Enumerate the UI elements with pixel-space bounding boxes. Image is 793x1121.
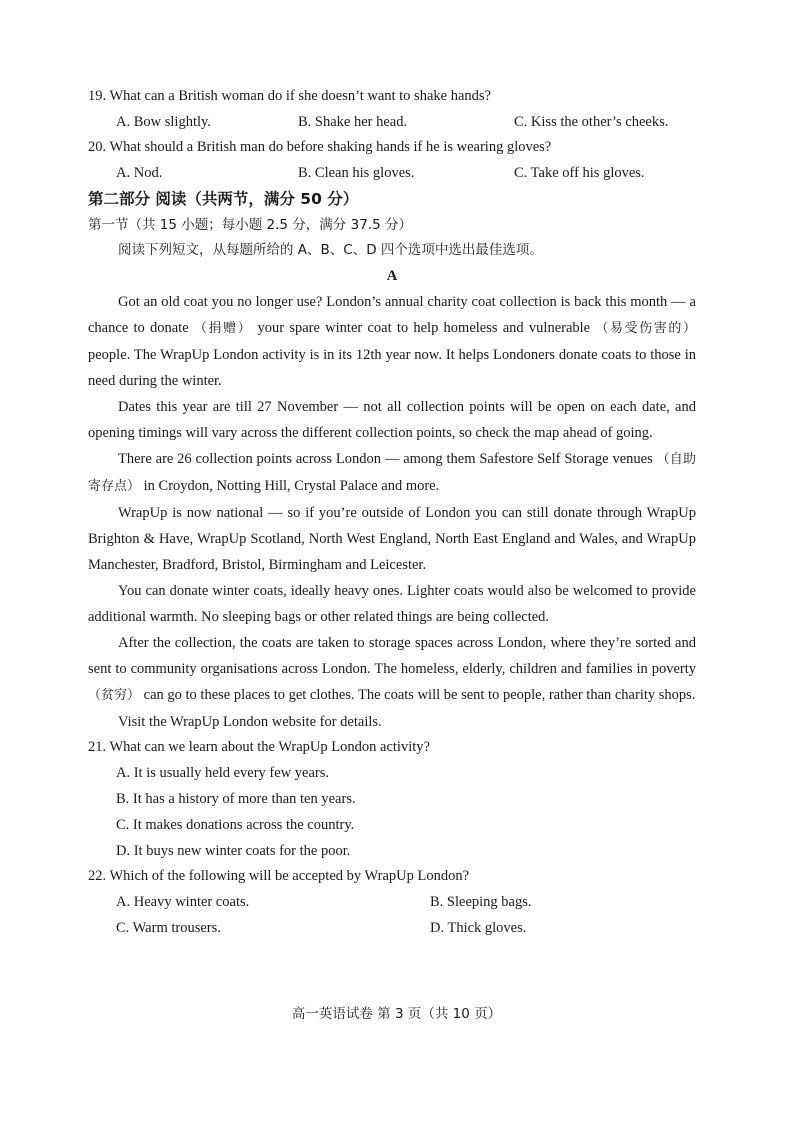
question-21-stem: 21. What can we learn about the WrapUp London activity? xyxy=(88,739,430,755)
gloss-poverty: （贫穷） xyxy=(88,688,141,703)
page-footer: 高一英语试卷 第 3 页（共 10 页） xyxy=(291,1006,502,1022)
q22-option-a: A. Heavy winter coats. xyxy=(116,894,250,910)
q21-option-c: C. It makes donations across the country. xyxy=(116,817,355,833)
gloss-venues: （自助寄存点） xyxy=(88,452,696,494)
q19-option-a: A. Bow slightly. xyxy=(116,114,211,130)
passage-paragraph-5: You can donate winter coats, ideally heavy ones. Lighter coats would also be welcomed to provide additional warmth. No sleeping bags or other related things are being collected. xyxy=(88,583,696,625)
q21-option-d: D. It buys new winter coats for the poor. xyxy=(116,843,351,859)
gloss-donate: （捐赠） xyxy=(193,321,253,336)
question-22-stem: 22. Which of the following will be accepted by WrapUp London? xyxy=(88,868,470,884)
question-22-options-row-1 xyxy=(88,889,696,915)
section-instruction: 阅读下列短文，从每题所给的 A、B、C、D 四个选项中选出最佳选项。 xyxy=(118,242,543,258)
section-title: 第二部分 阅读（共两节，满分 50 分） xyxy=(88,190,359,208)
passage-paragraph-4: WrapUp is now national — so if you’re outside of London you can still donate through WrapUp Brighton & Have, WrapUp Scotland, North West England, North East England and Wales, and WrapUp Manchester, Bradford, Bristol, Birmingham and Leicester. xyxy=(88,505,696,573)
section-subtitle: 第一节（共 15 小题；每小题 2.5 分，满分 37.5 分） xyxy=(88,217,412,233)
q21-option-b: B. It has a history of more than ten years. xyxy=(116,791,356,807)
passage-paragraph-7: Visit the WrapUp London website for details. xyxy=(118,714,382,730)
q20-option-a: A. Nod. xyxy=(116,165,163,181)
passage-paragraph-2: Dates this year are till 27 November — not all collection points will be open on each date, and opening timings will vary across the different collection points, so check the map ahead of going. xyxy=(88,399,696,441)
passage-title: A xyxy=(386,268,398,284)
question-22-options-row-2 xyxy=(88,915,696,941)
question-19-stem: 19. What can a British woman do if she doesn’t want to shake hands? xyxy=(88,88,491,104)
passage-paragraph-3: There are 26 collection points across London — among them Safestore Self Storage venues （自助寄存点） in Croydon, Notting Hill, Crystal Palace and more. xyxy=(88,451,696,494)
q22-option-b: B. Sleeping bags. xyxy=(430,894,532,910)
question-20-options xyxy=(88,160,696,186)
passage-paragraph-1: Got an old coat you no longer use? London’s annual charity coat collection is back this month — a chance to donate （捐赠） your spare winter coat to help homeless and vulnerable （易受伤害的） people. The WrapUp London activity is in its 12th year now. It helps Londoners donate coats to those in need during the winter. xyxy=(88,294,696,389)
q22-option-d: D. Thick gloves. xyxy=(430,920,527,936)
q22-option-c: C. Warm trousers. xyxy=(116,920,221,936)
q20-option-c: C. Take off his gloves. xyxy=(514,165,645,181)
question-19-options xyxy=(88,109,696,135)
q19-option-b: B. Shake her head. xyxy=(298,114,408,130)
exam-page xyxy=(88,84,696,941)
question-20-stem: 20. What should a British man do before shaking hands if he is wearing gloves? xyxy=(88,139,552,155)
gloss-vulnerable: （易受伤害的） xyxy=(595,321,696,336)
q20-option-b: B. Clean his gloves. xyxy=(298,165,415,181)
q19-option-c: C. Kiss the other’s cheeks. xyxy=(514,114,669,130)
passage-paragraph-6: After the collection, the coats are taken to storage spaces across London, where they’re sorted and sent to community organisations across London. The homeless, elderly, children and families in poverty （贫穷） can go to these places to get clothes. The coats will be sent to people, rather than charity shops. xyxy=(88,635,696,703)
q21-option-a: A. It is usually held every few years. xyxy=(116,765,330,781)
